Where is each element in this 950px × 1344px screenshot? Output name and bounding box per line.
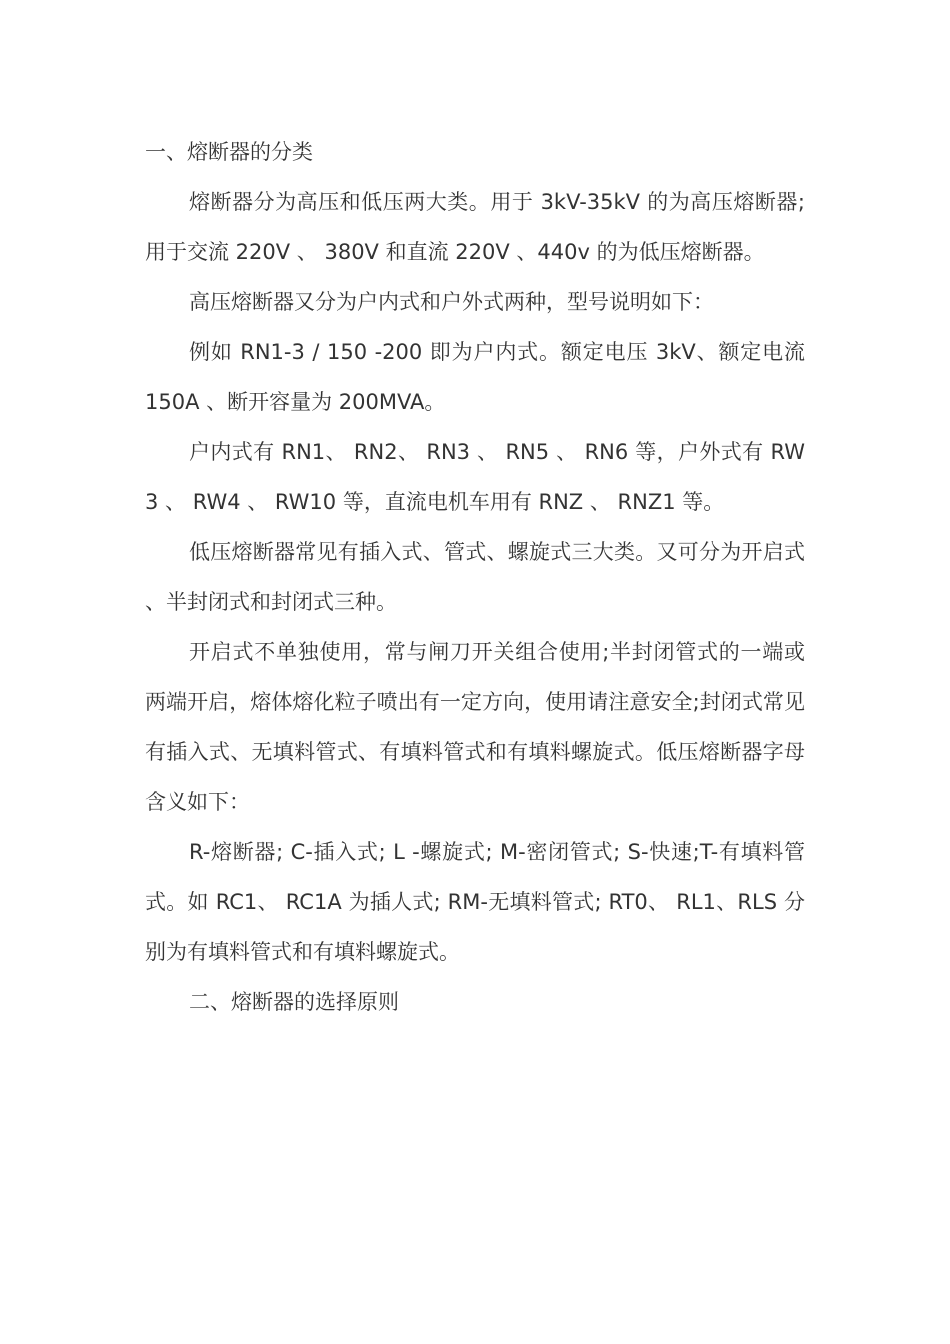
- paragraph-low-voltage-types: 低压熔断器常见有插入式、管式、螺旋式三大类。又可分为开启式、半封闭式和封闭式三种。: [145, 540, 805, 614]
- section-heading-selection-principles: 二、熔断器的选择原则: [189, 990, 399, 1014]
- paragraph-letter-meanings: R-熔断器; C-插入式; L -螺旋式; M-密闭管式; S-快速;T-有填料管式。如 RC1、 RC1A 为插人式; RM-无填料管式; RT0、 RL1、RLS 分别为有填料管式和有填料螺旋式。: [145, 840, 805, 964]
- paragraph-high-voltage-types: 高压熔断器又分为户内式和户外式两种，型号说明如下：: [189, 290, 714, 314]
- paragraph-model-example: 例如 RN1-3 / 150 -200 即为户内式。额定电压 3kV、额定电流 150A 、断开容量为 200MVA。: [145, 340, 805, 414]
- paragraph-open-semi-closed: 开启式不单独使用，常与闸刀开关组合使用;半封闭管式的一端或两端开启，熔体熔化粒子喷出有一定方向，使用请注意安全;封闭式常见有插入式、无填料管式、有填料管式和有填料螺旋式。低压熔断器字母含义如下：: [145, 640, 805, 814]
- document-body: [145, 127, 805, 1027]
- section-heading-classification: 一、熔断器的分类: [145, 140, 313, 164]
- paragraph-indoor-outdoor-models: 户内式有 RN1、 RN2、 RN3 、 RN5 、 RN6 等，户外式有 RW3 、 RW4 、 RW10 等，直流电机车用有 RNZ 、 RNZ1 等。: [145, 440, 805, 514]
- paragraph-high-low-voltage: 熔断器分为高压和低压两大类。用于 3kV-35kV 的为高压熔断器;用于交流 220V 、 380V 和直流 220V 、440v 的为低压熔断器。: [145, 190, 805, 264]
